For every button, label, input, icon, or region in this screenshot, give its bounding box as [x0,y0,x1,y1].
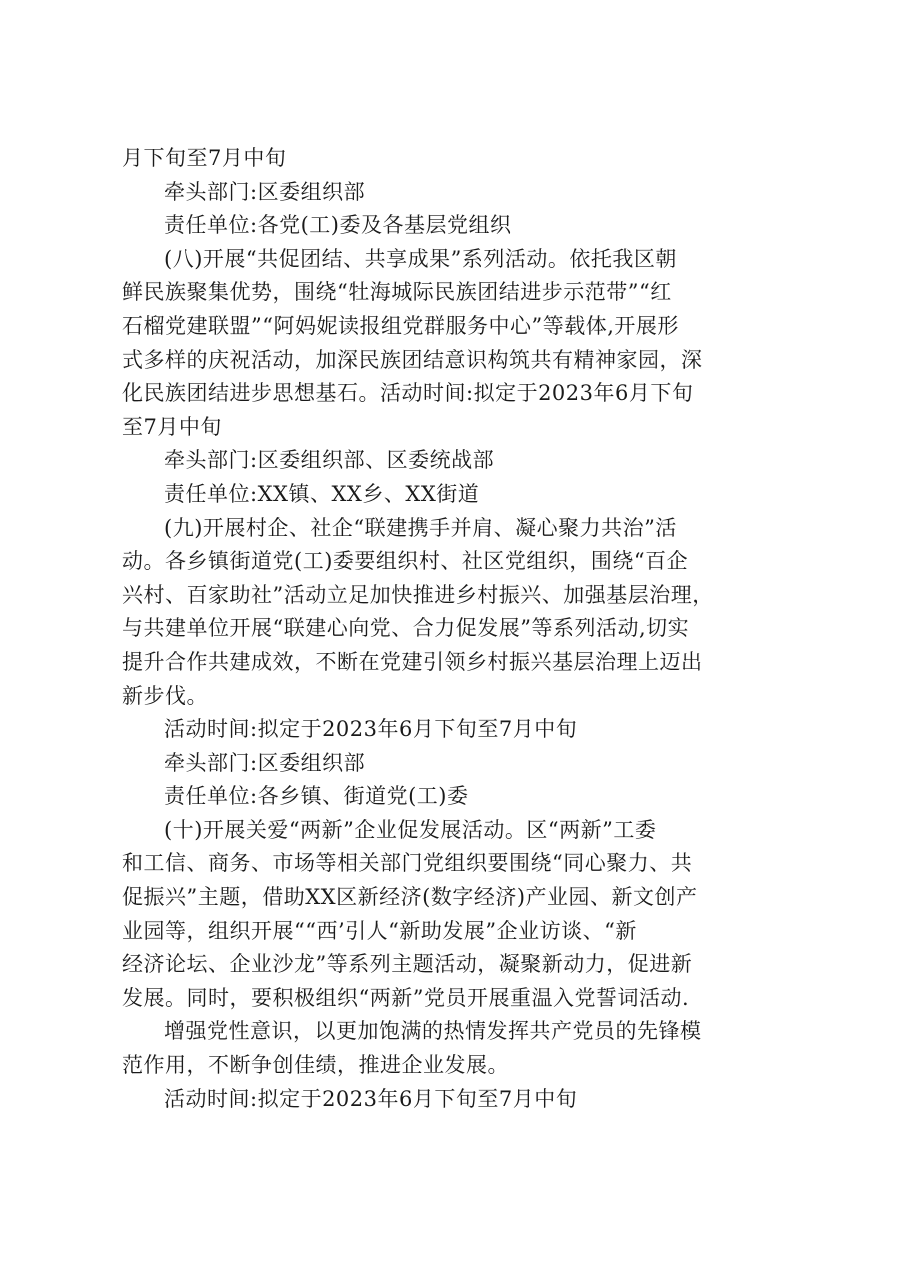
responsible-unit-line: 责任单位:各乡镇、街道党(工)委 [164,784,469,809]
text-line: 鲜民族聚集优势，围绕“牡海城际民族团结进步示范带”“红 [122,280,672,305]
lead-department-line: 牵头部门:区委组织部 [164,179,366,204]
text-line: 月下旬至7月中旬 [122,146,287,170]
activity-time-line: 活动时间:拟定于2023年6月下旬至7月中旬 [164,717,578,742]
section-8-heading-line: (八)开展“共促团结、共享成果”系列活动。依托我区朝 [164,246,677,271]
text-line: 式多样的庆祝活动，加深民族团结意识构筑共有精神家园，深 [122,347,703,372]
text-line: 石榴党建联盟”“阿妈妮读报组党群服务中心”等载体,开展形 [122,313,679,338]
text-line: 业园等，组织开展““西’引人“新助发展”企业访谈、“新 [122,918,637,943]
text-line: 新步伐。 [122,683,208,708]
section-10-heading-line: (十)开展关爱“两新”企业促发展活动。区“两新”工委 [164,817,657,842]
text-line: 动。各乡镇街道党(工)委要组织村、社区党组织，围绕“百企 [122,549,689,574]
text-line: 经济论坛、企业沙龙”等系列主题活动，凝聚新动力，促进新 [122,952,693,977]
section-9-heading-line: (九)开展村企、社企“联建携手并肩、凝心聚力共治”活 [164,515,677,540]
text-line: 发展。同时，要积极组织“两新”党员开展重温入党誓词活动. [122,985,690,1010]
document-page [122,142,802,1116]
lead-department-line: 牵头部门:区委组织部 [164,750,366,775]
text-line: 范作用，不断争创佳绩，推进企业发展。 [122,1053,509,1078]
text-line: 兴村、百家助社”活动立足加快推进乡村振兴、加强基层治理， [122,582,714,607]
text-line: 化民族团结进步思想基石。活动时间:拟定于2023年6月下旬 [122,381,694,406]
lead-department-line: 牵头部门:区委组织部、区委统战部 [164,448,495,473]
text-line: 与共建单位开展“联建心向党、合力促发展”等系列活动,切实 [122,616,690,641]
text-line: 促振兴”主题，借助XX区新经济(数字经济)产业园、新文创产 [122,885,698,910]
responsible-unit-line: 责任单位:各党(工)委及各基层党组织 [164,213,512,238]
text-line: 提升合作共建成效，不断在党建引领乡村振兴基层治理上迈出 [122,649,703,674]
text-line: 增强党性意识，以更加饱满的热情发挥共产党员的先锋模 [164,1019,702,1044]
activity-time-line: 活动时间:拟定于2023年6月下旬至7月中旬 [164,1086,578,1111]
text-line: 至7月中旬 [122,414,222,439]
responsible-unit-line: 责任单位:XX镇、XX乡、XX街道 [164,481,480,506]
text-line: 和工信、商务、市场等相关部门党组织要围绕“同心聚力、共 [122,851,693,876]
